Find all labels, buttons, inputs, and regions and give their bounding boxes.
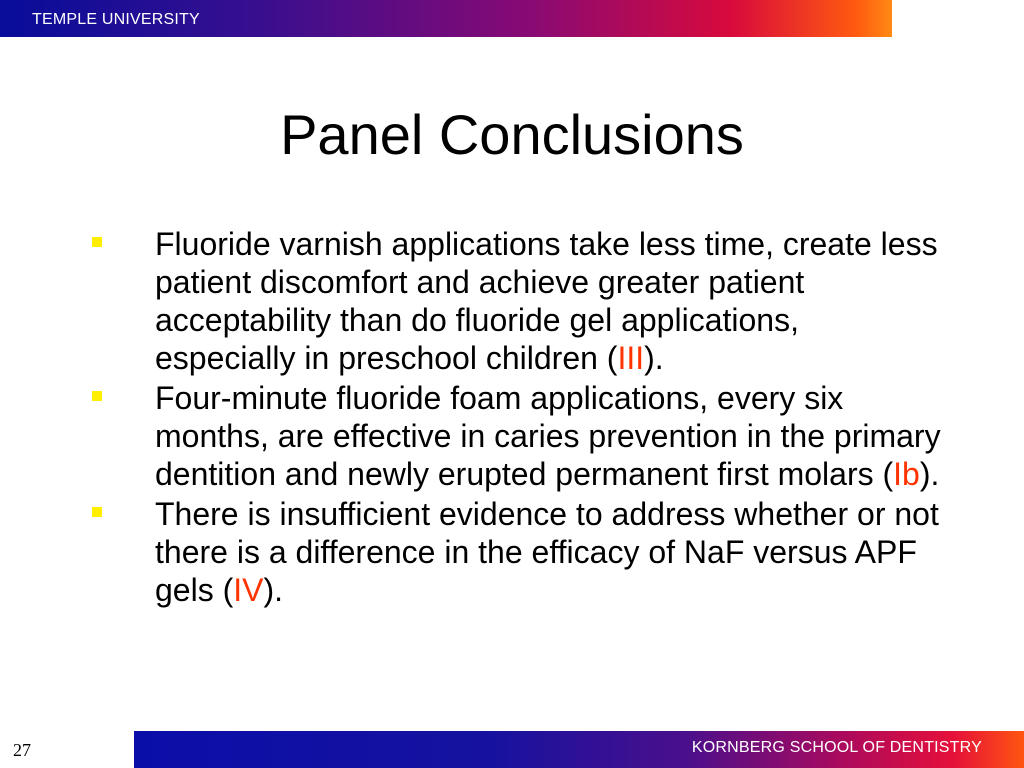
header-banner [0, 0, 892, 37]
bullet-suffix: ). [263, 572, 284, 608]
bullet-suffix: ). [644, 340, 664, 376]
footer-banner [134, 731, 1024, 768]
bullet-item [0, 225, 945, 377]
school-label: KORNBERG SCHOOL OF DENTISTRY [691, 739, 982, 756]
bullet-item [0, 379, 945, 493]
evidence-level: III [617, 340, 645, 376]
institution-label: TEMPLE UNIVERSITY [32, 11, 200, 28]
bullet-text: Fluoride varnish applications take less time, create less patient discomfort and achieve greater patient acceptability than do fluoride gel applications, especially in preschool children ( [155, 226, 938, 376]
bullet-item [0, 495, 945, 609]
evidence-level: Ib [893, 456, 920, 492]
square-bullet-icon [92, 391, 102, 401]
bullet-list [0, 225, 1024, 611]
bullet-suffix: ). [919, 456, 940, 492]
slide-title: Panel Conclusions [280, 103, 744, 166]
evidence-level: IV [233, 572, 264, 608]
bullet-text: Four-minute fluoride foam applications, every six months, are effective in caries prevention in the primary dentition and newly erupted permanent first molars ( [155, 380, 941, 492]
square-bullet-icon [92, 507, 102, 517]
bullet-text: There is insufficient evidence to address whether or not there is a difference in the efficacy of NaF versus APF gels ( [155, 496, 939, 608]
square-bullet-icon [92, 237, 102, 247]
page-number: 27 [13, 740, 31, 760]
